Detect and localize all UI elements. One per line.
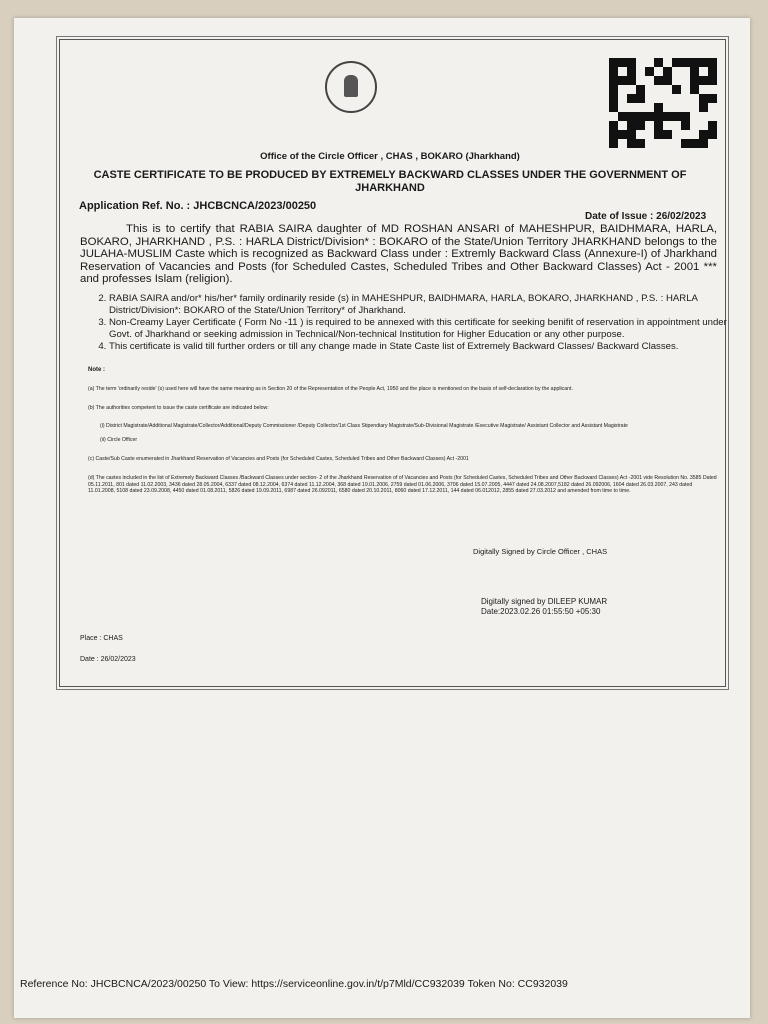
signature-name: Digitally signed by DILEEP KUMAR (481, 597, 608, 606)
item-non-creamy-layer: 3. Non-Creamy Layer Certificate ( Form No -11 ) is required to be annexed with this certificate for seeking benifit of reservation in appointment under Govt. of Jharkhand or seeking admission in Technical/Non-technical Institution for Higher Education or any other purpose. (109, 317, 744, 340)
note-b-i: (i) District Magistrate/Additional Magistrate/Collector/Additional/Deputy Commissioner /Deputy Collector/1st Class Stipendiary Magistrate/Sub-Divisional Magistrate /Executive Magistrate/ Assistant Collector and Assistant Magistrate (100, 423, 628, 429)
item-validity: 4. This certificate is valid till further orders or till any change made in State Caste list of Extremely Backward Classes/ Backward Classes. (109, 341, 744, 353)
note-b-ii: (ii) Circle Officer (100, 437, 138, 443)
certificate-heading: CASTE CERTIFICATE TO BE PRODUCED BY EXTREMELY BACKWARD CLASSES UNDER THE GOVERNMENT OF JHARKHAND (93, 169, 687, 194)
item-residence: 2. RABIA SAIRA and/or* his/her* family ordinarily reside (s) in MAHESHPUR, BAIDHMARA, HARLA, BOKARO, JHARKHAND , P.S. : HARLA District/Division*: BOKARO of the State/Union Territory* of Jharkhand. (109, 293, 744, 316)
date-of-issue: Date of Issue : 26/02/2023 (585, 211, 707, 222)
application-ref: Application Ref. No. : JHCBCNCA/2023/00250 (79, 200, 317, 212)
note-c: (c) Caste/Sub Caste enumerated in Jharkhand Reservation of Vacancies and Posts (for Scheduled Castes, Scheduled Tribes and Other Backward Classes) Act -2001 (88, 456, 469, 462)
digitally-signed-office: Digitally Signed by Circle Officer , CHAS (473, 547, 608, 556)
date: Date : 26/02/2023 (80, 656, 136, 663)
note-b: (b) The authorities competent to issue the caste certificate are indicated below: (88, 405, 269, 411)
office-line: Office of the Circle Officer , CHAS , BOKARO (Jharkhand) (260, 151, 520, 162)
note-a: (a) The term 'ordinarily reside' (s) used here will have the same meaning as in Section 20 of the Representation of the People Act, 1950 and the place is mentioned on the basis of self-declaration by the applicant. (88, 386, 573, 392)
certification-paragraph: This is to certify that RABIA SAIRA daughter of MD ROSHAN ANSARI of MAHESHPUR, BAIDHMARA, HARLA, BOKARO, JHARKHAND , P.S. : HARLA District/Division* : BOKARO of the State/Union Territory JHARKHAND belongs to the JULAHA-MUSLIM Caste which is recognized as Backward Class under : Extremly Backward Class (Annexure-I) of Jharkhand Reservation of Vacancies and Posts (for Scheduled Castes, Scheduled Tribes and Other Backward Classes) Act - 2001 *** and professes Islam (religion). (80, 223, 717, 285)
footer-reference: Reference No: JHCBCNCA/2023/00250 To View: https://serviceonline.gov.in/t/p7Mld/CC932039 Token No: CC932039 (20, 978, 568, 990)
signature-block (481, 597, 607, 617)
note-label: Note : (88, 367, 105, 373)
qr-code-icon (609, 58, 717, 148)
certificate-items (82, 293, 744, 354)
note-d: (d) The castes included in the list of Extremely Backward Classes /Backward Classes under section- 2 of the Jharkhand Reservation of of Vacancies and Posts (for Scheduled Castes, Scheduled Tribes and Other Backward Classes) Act -2001 vide Resolution No. 3585 Dated 05.11.2011, 801 dated 11.02.2003, 3436 dated 28.05.2004, 6337 dated 08.12.2004, 6374 dated 11.12.2004, 368 dated 19.01.2006, 2759 dated 01.06.2006, 3706 dated 15.07.2005, 4447 dated 24.08.2007,5182 dated 26.092006, 1604 dated 26.03.2007, 243 dated 11.01.2008, 5108 dated 23.09.2008, 4450 dated 01.08.2011, 5826 dated 19.09.2011, 6987 dated 26.092011, 6580 dated 20.10.2011, 8060 dated 17.12.2011, 144 dated 06.012012, 2855 dated 27.03.2012 and amended from time to time. (88, 475, 717, 494)
place: Place : CHAS (80, 635, 123, 642)
state-emblem-icon (325, 61, 377, 113)
signature-date: Date:2023.02.26 01:55:50 +05:30 (481, 607, 601, 616)
